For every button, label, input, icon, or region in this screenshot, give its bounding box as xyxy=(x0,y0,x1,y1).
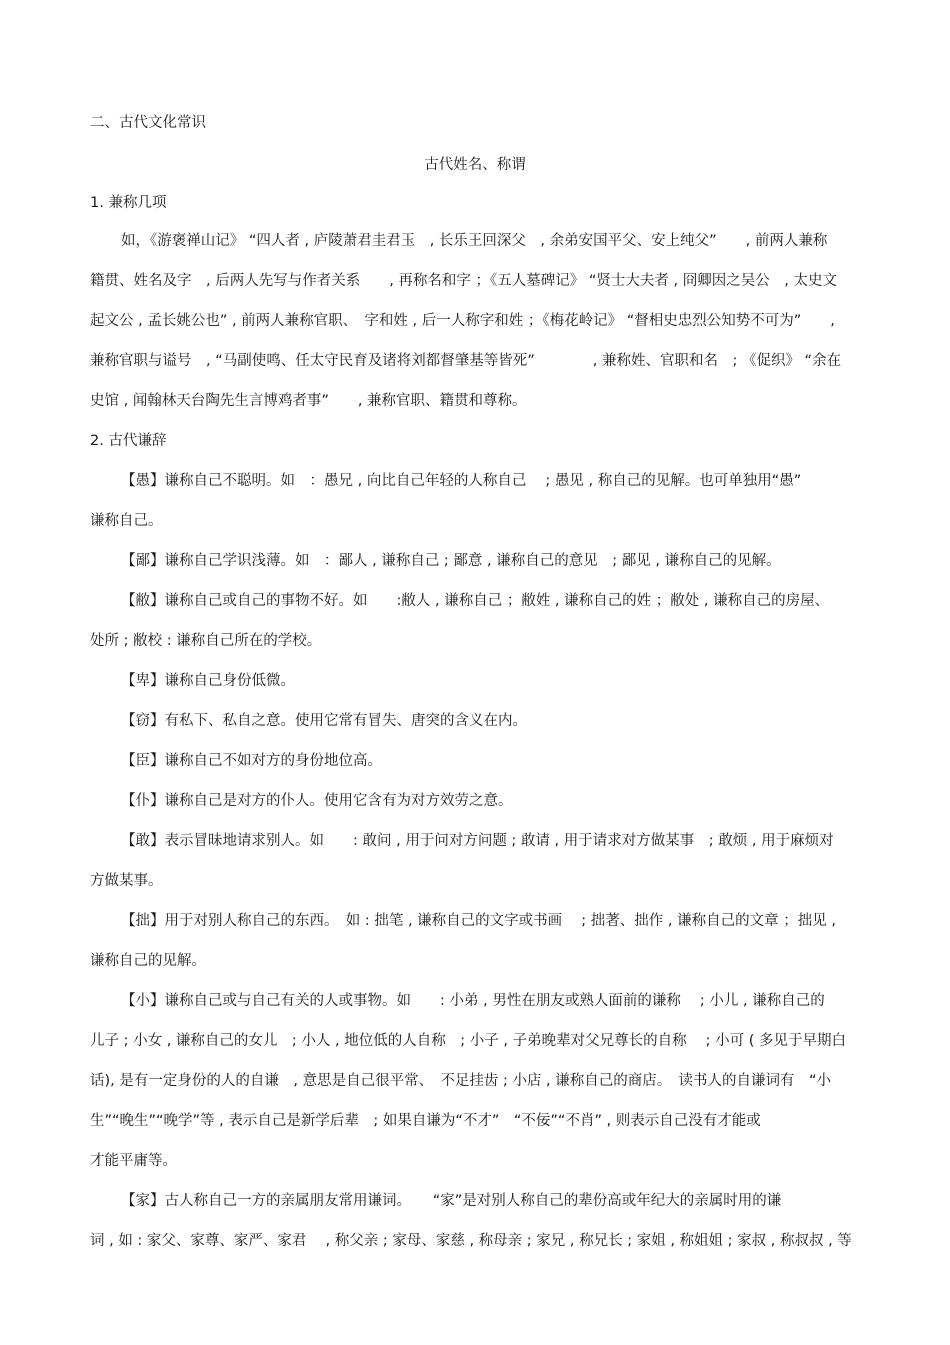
entry-xiao: 【小】谦称自己或与自己有关的人或事物。如 : 小弟 , 男性在朋友或熟人面前的谦称 ; 小儿 , 谦称自己的 xyxy=(121,993,825,1009)
entry-bi2-cont: 处所 ; 敝校 : 谦称自己所在的学校。 xyxy=(90,633,322,649)
paragraph-line: 史馆 , 闻翰林天台陶先生言博鸡者事” , 兼称官职、籍贯和尊称。 xyxy=(90,393,527,409)
entry-xiao-cont1: 儿子 ; 小女 , 谦称自己的女儿 ; 小人 , 地位低的人自称 ; 小子 , 子弟晚辈对父兄尊长的自称 ; 小可 ( 多见于早期白 xyxy=(90,1033,847,1049)
entry-zhuo-cont: 谦称自己的见解。 xyxy=(90,953,206,969)
entry-jia: 【家】古人称自己一方的亲属朋友常用谦词。 “家”是对别人称自己的辈份高或年纪大的亲属时用的谦 xyxy=(121,1193,782,1209)
entry-jia-cont: 词 , 如 : 家父、家尊、家严、家君 , 称父亲 ; 家母、家慈 , 称母亲 ; 家兄 , 称兄长 ; 家姐 , 称姐姐 ; 家叔 , 称叔叔 , 等 xyxy=(90,1233,852,1249)
entry-xiao-cont3: 生”“晚生”“晚学”等 , 表示自己是新学后辈 ; 如果自谦为“不才” “不佞”“不肖” , 则表示自己没有才能或 xyxy=(90,1113,761,1129)
paragraph-line: 籍贯、姓名及字 , 后两人先写与作者关系 , 再称名和字 ；《五人墓碑记》 “贤士大夫者 , 冏卿因之吴公 , 太史文 xyxy=(90,273,837,289)
entry-gan: 【敢】表示冒昧地请求别人。如 : 敢问 , 用于问对方问题 ; 敢请 , 用于请求对方做某事 ; 敢烦 , 用于麻烦对 xyxy=(121,833,834,849)
entry-xiao-cont4: 才能平庸等。 xyxy=(90,1153,177,1169)
subsection1-heading: 1. 兼称几项 xyxy=(90,195,167,211)
section-heading: 二、古代文化常识 xyxy=(90,115,206,131)
entry-zhuo: 【拙】用于对别人称自己的东西。 如 : 拙笔 , 谦称自己的文字或书画 ; 拙著、拙作 , 谦称自己的文章 ；拙见 , xyxy=(121,913,836,929)
paragraph-line: 起文公 , 孟长姚公也” , 前两人兼称官职、 字和姓 , 后一人称字和姓 ；《梅花岭记》 “督相史忠烈公知势不可为” , xyxy=(90,313,835,329)
entry-bi2: 【敝】谦称自己或自己的事物不好。如 :敝人 , 谦称自己 ；敝姓 , 谦称自己的姓 ；敝处 , 谦称自己的房屋、 xyxy=(121,593,830,609)
entry-bei: 【卑】谦称自己身份低微。 xyxy=(121,673,295,689)
entry-bi: 【鄙】谦称自己学识浅薄。如 ：鄙人 , 谦称自己 ; 鄙意 , 谦称自己的意见 ; 鄙见 , 谦称自己的见解。 xyxy=(121,553,781,569)
entry-yu-cont: 谦称自己。 xyxy=(90,513,163,529)
entry-pu: 【仆】谦称自己是对方的仆人。使用它含有为对方效劳之意。 xyxy=(121,793,513,809)
entry-chen: 【臣】谦称自己不如对方的身份地位高。 xyxy=(121,753,382,769)
document-title: 古代姓名、称谓 xyxy=(424,157,526,173)
paragraph-line: 如，《游褒禅山记》 “四人者 , 庐陵萧君圭君玉 , 长乐王回深父 , 余弟安国平父、安上纯父” , 前两人兼称 xyxy=(121,233,828,249)
entry-xiao-cont2: 话), 是有一定身份的人的自谦 , 意思是自己很平常、 不足挂齿 ; 小店 , 谦称自己的商店。 读书人的自谦词有 “小 xyxy=(90,1073,832,1089)
entry-qie: 【窃】有私下、私自之意。使用它常有冒失、唐突的含义在内。 xyxy=(121,713,527,729)
paragraph-line: 兼称官职与谥号 , “马副使鸣、任太守民育及诸将刘都督肇基等皆死” , 兼称姓、官职和名 ; 《促织》 “余在 xyxy=(90,353,842,369)
entry-yu: 【愚】谦称自己不聪明。如 ：愚兄 , 向比自己年轻的人称自己 ; 愚见 , 称自己的见解。也可单独用“愚” xyxy=(121,473,802,489)
entry-gan-cont: 方做某事。 xyxy=(90,873,163,889)
subsection2-heading: 2. 古代谦辞 xyxy=(90,433,167,449)
